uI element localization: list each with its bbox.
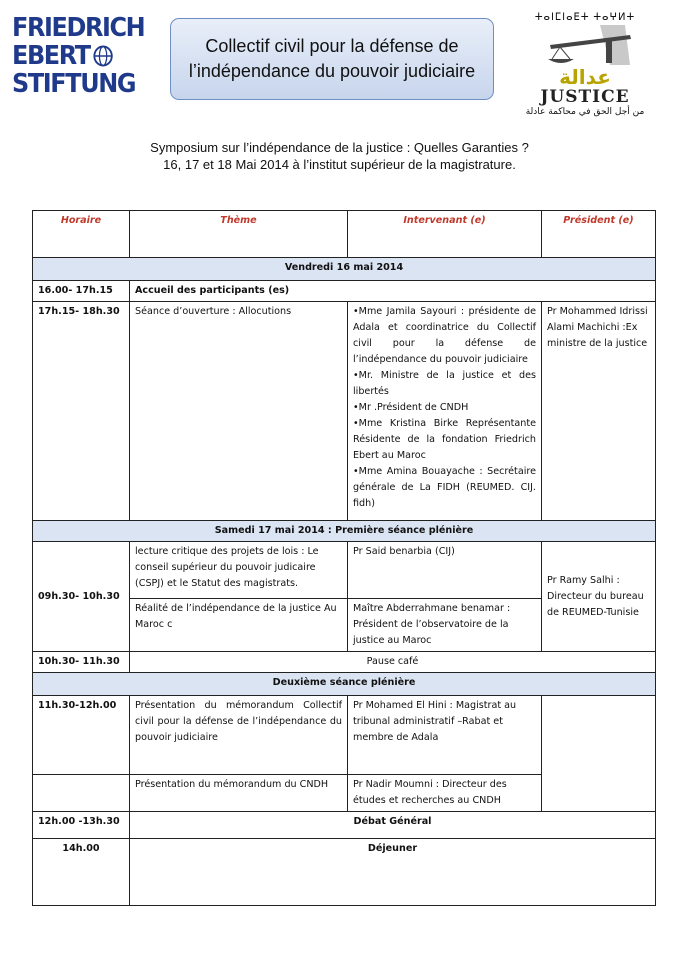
time-cell-empty (33, 775, 130, 812)
event-subtitle-line-1: Symposium sur l’indépendance de la justice : Quelles Garanties ? (150, 140, 529, 155)
event-subtitle (0, 139, 679, 173)
list-item: • Mr. Ministre de la justice et des libertés (353, 368, 536, 400)
time-cell: 16.00- 17h.15 (33, 281, 130, 302)
header-theme: Thème (130, 211, 348, 258)
theme-cell: Accueil des participants (es) (130, 281, 656, 302)
table-row (33, 839, 656, 906)
day-label-1: Vendredi 16 mai 2014 (33, 258, 656, 281)
theme-cell: Réalité de l’indépendance de la justice Au Maroc c (130, 599, 348, 652)
time-cell: 09h.30- 10h.30 (33, 542, 130, 652)
president-cell: Pr Mohammed Idrissi Alami Machichi :Ex ministre de la justice (542, 302, 656, 521)
list-item: • Mme Kristina Birke Représentante Résidente de la fondation Friedrich Ebert au Maroc (353, 416, 536, 464)
theme-cell: lecture critique des projets de lois : Le conseil supérieur du pouvoir judicaire (CSPJ) et le Statut des magistrats. (130, 542, 348, 599)
list-item: • Mr .Président de CNDH (353, 400, 536, 416)
justice-logo-name: JUSTICE (540, 87, 630, 107)
pause-cell: Pause café (130, 652, 656, 673)
debate-cell: Débat Général (130, 812, 656, 839)
list-item: • Mme Amina Bouayache : Secrétaire générale de La FIDH (REUMED. CIJ. fidh) (353, 464, 536, 512)
speaker-cell: Maître Abderrahmane benamar : Président de l’observatoire de la justice au Maroc (348, 599, 542, 652)
time-cell: 11h.30-12h.00 (33, 696, 130, 775)
theme-cell: Présentation du mémorandum Collectif civil pour la défense de l’indépendance du pouvoir judiciaire (130, 696, 348, 775)
list-item: • Mme Jamila Sayouri : présidente de Adala et coordinatrice du Collectif civil pour la défense de l’indépendance du pouvoir judiciaire (353, 304, 536, 368)
fes-logo-line-2-text: EBERT (12, 41, 90, 71)
speaker-cell: Pr Said benarbia (CIJ) (348, 542, 542, 599)
justice-logo-tifinagh: ⵜⴰⵏⵎⵏⴰⴹⵜ ⵜⴰⵖⵍⵜ (534, 12, 636, 23)
time-cell: 17h.15- 18h.30 (33, 302, 130, 521)
table-row (33, 542, 656, 599)
table-row (33, 302, 656, 521)
table-header-row (33, 211, 656, 258)
speaker-cell: Pr Mohamed El Hini : Magistrat au tribunal administratif –Rabat et membre de Adala (348, 696, 542, 775)
justice-logo-arabic: عدالة (559, 65, 611, 89)
page-title: Collectif civil pour la défense de l’indépendance du pouvoir judiciaire (188, 36, 476, 81)
fes-logo-line-3: STIFTUNG (12, 69, 136, 99)
day-label-2: Samedi 17 mai 2014 : Première séance plénière (33, 521, 656, 542)
time-cell: 10h.30- 11h.30 (33, 652, 130, 673)
lunch-cell: Déjeuner (130, 839, 656, 906)
speaker-list (353, 304, 536, 512)
speakers-cell (348, 302, 542, 521)
justice-logo-tagline: من أجل الحق في محاكمة عادلة (525, 107, 645, 117)
header-intervenant: Intervenant (e) (348, 211, 542, 258)
theme-cell: Présentation du mémorandum du CNDH (130, 775, 348, 812)
fes-logo-line-1: FRIEDRICH (12, 13, 145, 43)
day-band-1 (33, 258, 656, 281)
fes-logo (12, 14, 147, 98)
table-row (33, 812, 656, 839)
programme-table (32, 210, 656, 906)
time-cell: 12h.00 -13h.30 (33, 812, 130, 839)
president-cell: Pr Ramy Salhi : Directeur du bureau de REUMED-Tunisie (542, 542, 656, 652)
theme-cell: Séance d’ouverture : Allocutions (130, 302, 348, 521)
globe-icon (93, 45, 113, 67)
speaker-cell: Pr Nadir Moumni : Directeur des études et recherches au CNDH (348, 775, 542, 812)
president-cell-empty (542, 696, 656, 812)
table-row (33, 696, 656, 775)
justice-logo (520, 12, 650, 127)
fes-logo-line-2 (12, 42, 136, 70)
day-band-2 (33, 521, 656, 542)
table-row (33, 652, 656, 673)
event-subtitle-line-2: 16, 17 et 18 Mai 2014 à l’institut supérieur de la magistrature. (163, 157, 516, 172)
header-president: Président (e) (542, 211, 656, 258)
table-row (33, 281, 656, 302)
time-cell: 14h.00 (33, 839, 130, 906)
scales-icon (530, 25, 640, 65)
session-label: Deuxième séance plénière (33, 673, 656, 696)
header-horaire: Horaire (33, 211, 130, 258)
title-box (170, 18, 494, 100)
session-band (33, 673, 656, 696)
